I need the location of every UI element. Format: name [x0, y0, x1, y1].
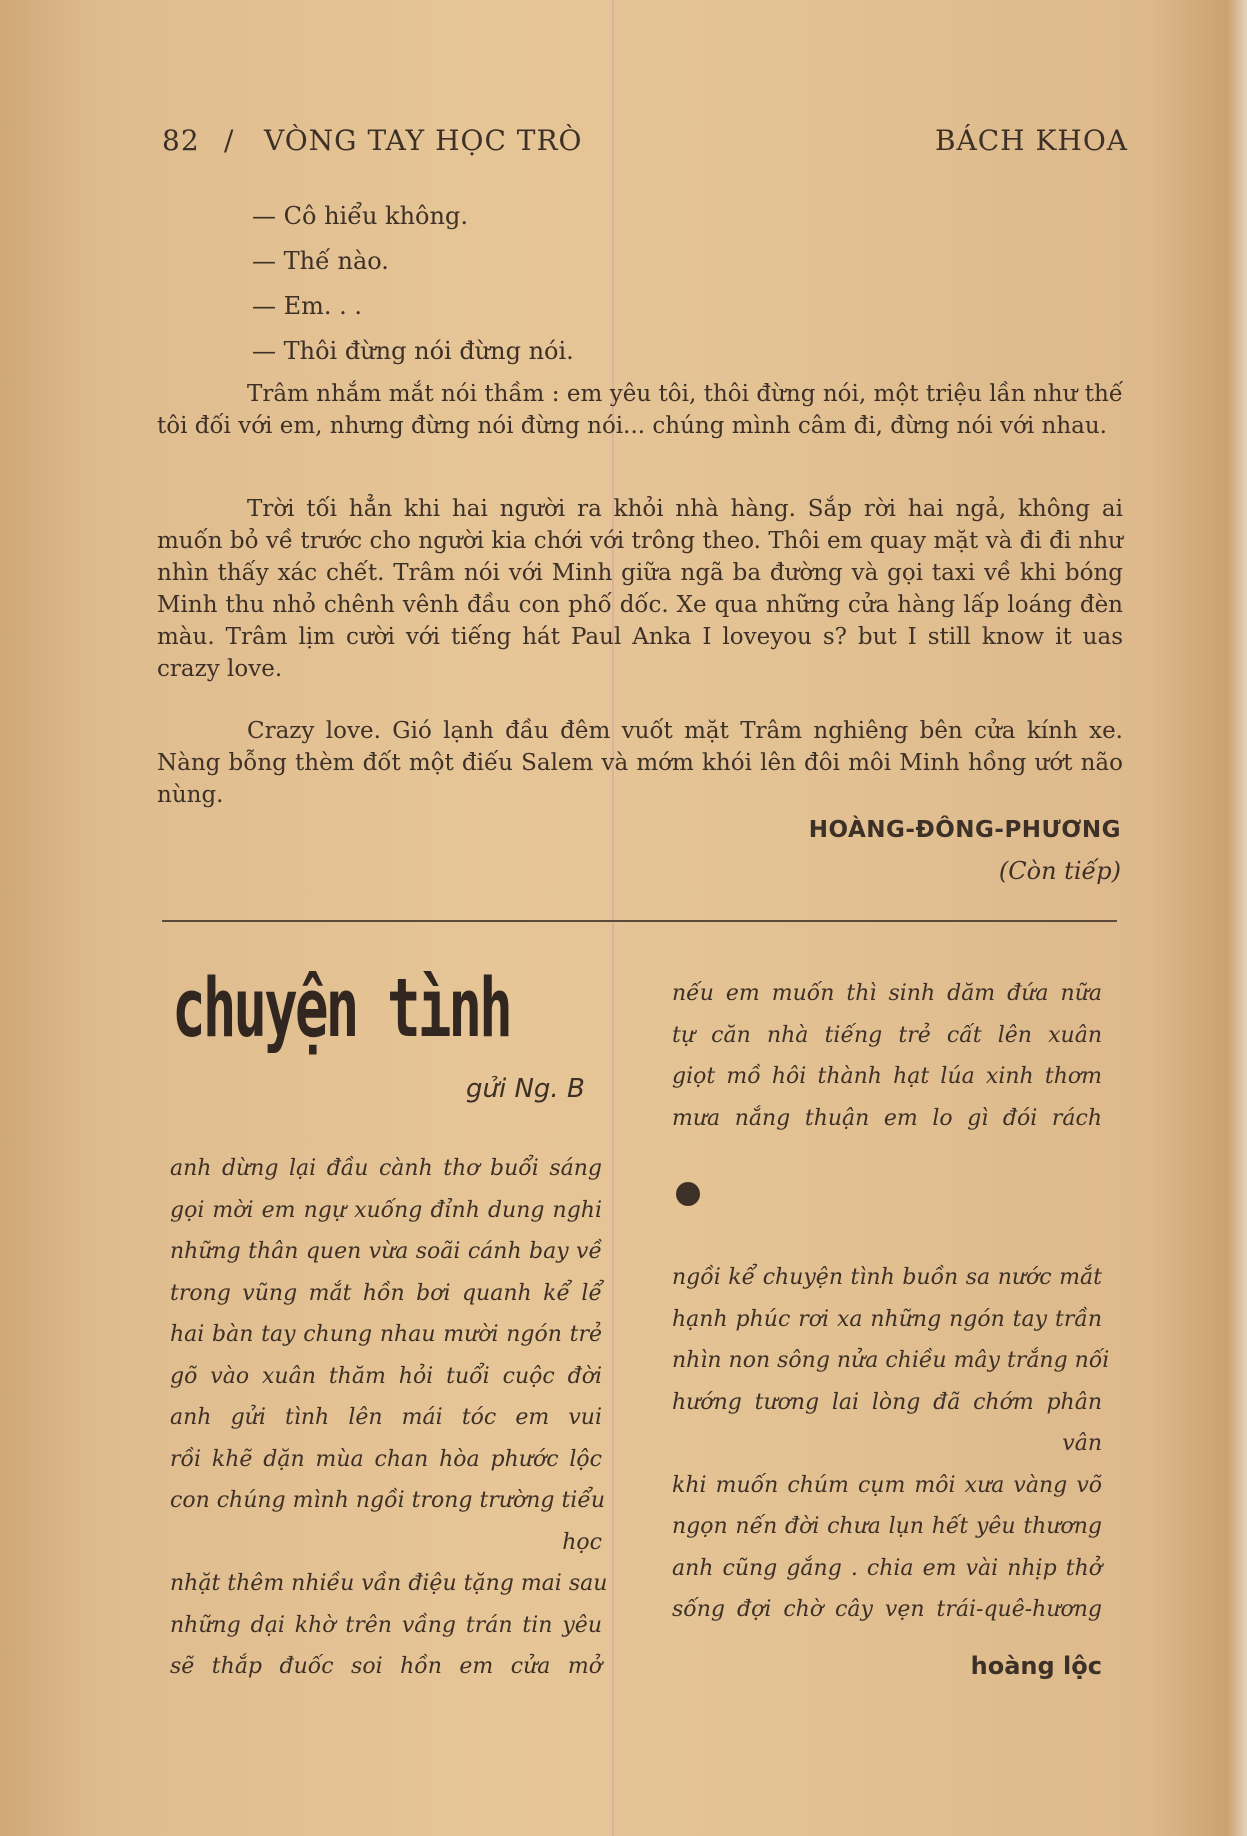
- running-title: VÒNG TAY HỌC TRÒ: [264, 124, 583, 157]
- poem-right-stanza-2: [672, 1257, 1110, 1631]
- poem-title: chuyện tình: [172, 962, 510, 1057]
- header-separator: /: [224, 124, 235, 157]
- page-number: 82: [162, 124, 200, 157]
- page-edge: [1227, 0, 1247, 1836]
- poem-line: ngọn nến đời chưa lụn hết yêu thương: [672, 1514, 1102, 1539]
- prose-paragraph: Trâm nhắm mắt nói thầm : em yêu tôi, thôi đừng nói, một triệu lần như thế tôi đối với em, nhưng đừng nói đừng nói... chúng mình câm đi, đừng nói với nhau.: [157, 381, 1123, 439]
- poem-line: tự căn nhà tiếng trẻ cất lên xuân: [672, 1022, 1102, 1048]
- poem-line: hạnh phúc rơi xa những ngón tay trần: [672, 1306, 1102, 1332]
- poem-line: những thân quen vừa soãi cánh bay về: [170, 1239, 602, 1264]
- stanza-bullet: [676, 1182, 700, 1206]
- poem-line: gõ vào xuân thăm hỏi tuổi cuộc đời: [170, 1363, 602, 1389]
- poem-line: anh gửi tình lên mái tóc em vui: [170, 1405, 602, 1430]
- prose-paragraph: Trời tối hẳn khi hai người ra khỏi nhà hàng. Sắp rời hai ngả, không ai muốn bỏ về trước cho người kia chới với trông theo. Thôi em quay mặt và đi đi như nhìn thấy xác chết. Trâm nói với Minh giữa ngã ba đường và gọi taxi về khi bóng Minh thu nhỏ chênh vênh đầu con phố dốc. Xe qua những cửa hàng lấp loáng đèn màu. Trâm lịm cười với tiếng hát Paul Anka I loveyou s? but I still know it uas crazy love.: [157, 496, 1123, 682]
- poem-line: gọi mời em ngự xuống đỉnh dung nghi: [170, 1197, 602, 1223]
- poem-line: hai bàn tay chung nhau mười ngón trẻ: [170, 1322, 602, 1347]
- poem-line: những dại khờ trên vầng trán tin yêu: [170, 1612, 602, 1638]
- continued-note: (Còn tiếp): [998, 857, 1121, 885]
- dialogue-line: — Thôi đừng nói đừng nói.: [252, 337, 574, 365]
- story-author: HOÀNG-ĐÔNG-PHƯƠNG: [808, 817, 1121, 843]
- prose-paragraph: Crazy love. Gió lạnh đầu đêm vuốt mặt Trâm nghiêng bên cửa kính xe. Nàng bỗng thèm đốt một điếu Salem và mớm khói lên đôi môi Minh hồng ướt não nùng.: [157, 718, 1123, 808]
- poem-line: anh dừng lại đầu cành thơ buổi sáng: [170, 1156, 602, 1181]
- poem-line: trong vũng mắt hồn bơi quanh kể lể: [170, 1280, 602, 1306]
- poem-line: vân: [1062, 1431, 1102, 1456]
- poem-line: học: [562, 1529, 602, 1555]
- poem-line: giọt mồ hôi thành hạt lúa xinh thơm: [672, 1064, 1102, 1089]
- magazine-name: BÁCH KHOA: [934, 124, 1128, 157]
- poem-dedication: gửi Ng. B: [466, 1074, 585, 1104]
- dialogue-line: — Cô hiểu không.: [252, 202, 468, 230]
- poem-line: ngồi kể chuyện tình buồn sa nước mắt: [672, 1265, 1102, 1290]
- poem-line: hướng tương lai lòng đã chớm phân: [672, 1389, 1102, 1415]
- poem-line: nếu em muốn thì sinh dăm đứa nữa: [672, 981, 1102, 1006]
- dialogue-line: — Em. . .: [252, 292, 363, 320]
- poem-line: mưa nắng thuận em lo gì đói rách: [672, 1105, 1102, 1131]
- poem-line: sẽ thắp đuốc soi hồn em cửa mở: [170, 1654, 602, 1679]
- poem-left-column: [170, 1148, 608, 1688]
- poem-author: hoàng lộc: [970, 1652, 1102, 1680]
- poem-line: nhìn non sông nửa chiều mây trắng nối: [672, 1348, 1110, 1373]
- poem-line: anh cũng gắng . chia em vài nhịp thở: [672, 1555, 1102, 1581]
- page-header: [162, 124, 1128, 164]
- poem-line: nhặt thêm nhiều vần điệu tặng mai sau: [170, 1571, 608, 1596]
- section-divider: [162, 920, 1117, 922]
- poem-line: khi muốn chúm cụm môi xưa vàng võ: [672, 1472, 1102, 1498]
- dialogue-line: — Thế nào.: [252, 247, 389, 275]
- dialogue-block: [252, 194, 752, 374]
- poem-line: sống đợi chờ cây vẹn trái-quê-hương: [672, 1597, 1102, 1622]
- poem-line: con chúng mình ngồi trong trường tiểu: [170, 1488, 606, 1513]
- poem-line: rồi khẽ dặn mùa chan hòa phước lộc: [170, 1446, 602, 1472]
- poem-right-stanza-1: [672, 973, 1102, 1139]
